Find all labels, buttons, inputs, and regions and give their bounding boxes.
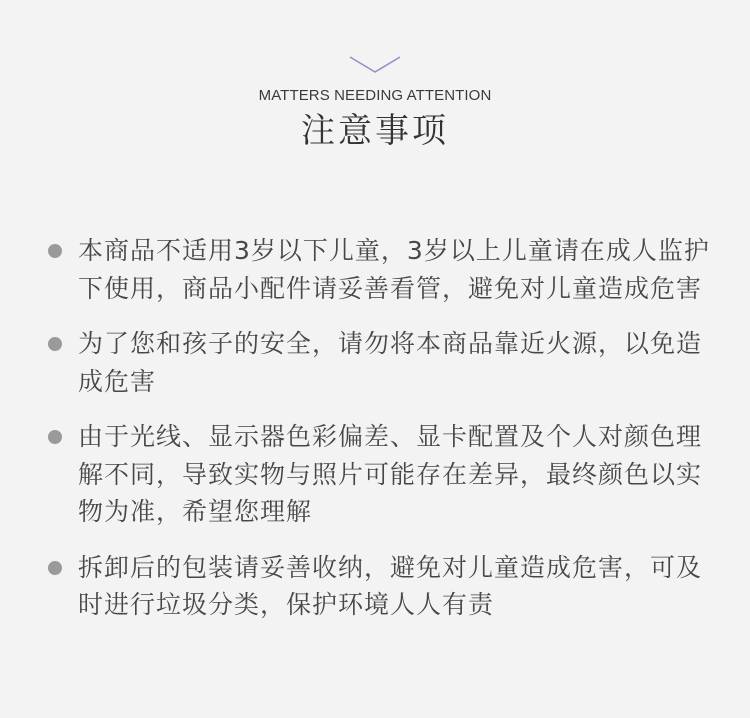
note-text: 由于光线、显示器色彩偏差、显卡配置及个人对颜色理解不同，导致实物与照片可能存在差异，最终颜色以实物为准，希望您理解: [78, 422, 703, 526]
note-text: 为了您和孩子的安全，请勿将本商品靠近火源，以免造成危害: [78, 329, 703, 396]
bullet-dot-icon: [48, 561, 62, 575]
bullet-dot-icon: [48, 244, 62, 258]
note-item-1: [0, 232, 750, 307]
bullet-dot-icon: [48, 430, 62, 444]
note-item-4: [0, 549, 750, 624]
notes-list: [0, 232, 750, 642]
note-item-2: [0, 325, 750, 400]
subtitle-english: MATTERS NEEDING ATTENTION: [258, 87, 492, 104]
page-title: 注意事项: [301, 111, 449, 151]
chevron-down-icon: [349, 55, 401, 75]
note-item-3: [0, 418, 750, 531]
note-text: 拆卸后的包装请妥善收纳，避免对儿童造成危害，可及时进行垃圾分类，保护环境人人有责: [78, 552, 703, 619]
bullet-dot-icon: [48, 337, 62, 351]
note-text: 本商品不适用3岁以下儿童，3岁以上儿童请在成人监护下使用，商品小配件请妥善看管，避免对儿童造成危害: [78, 236, 710, 303]
